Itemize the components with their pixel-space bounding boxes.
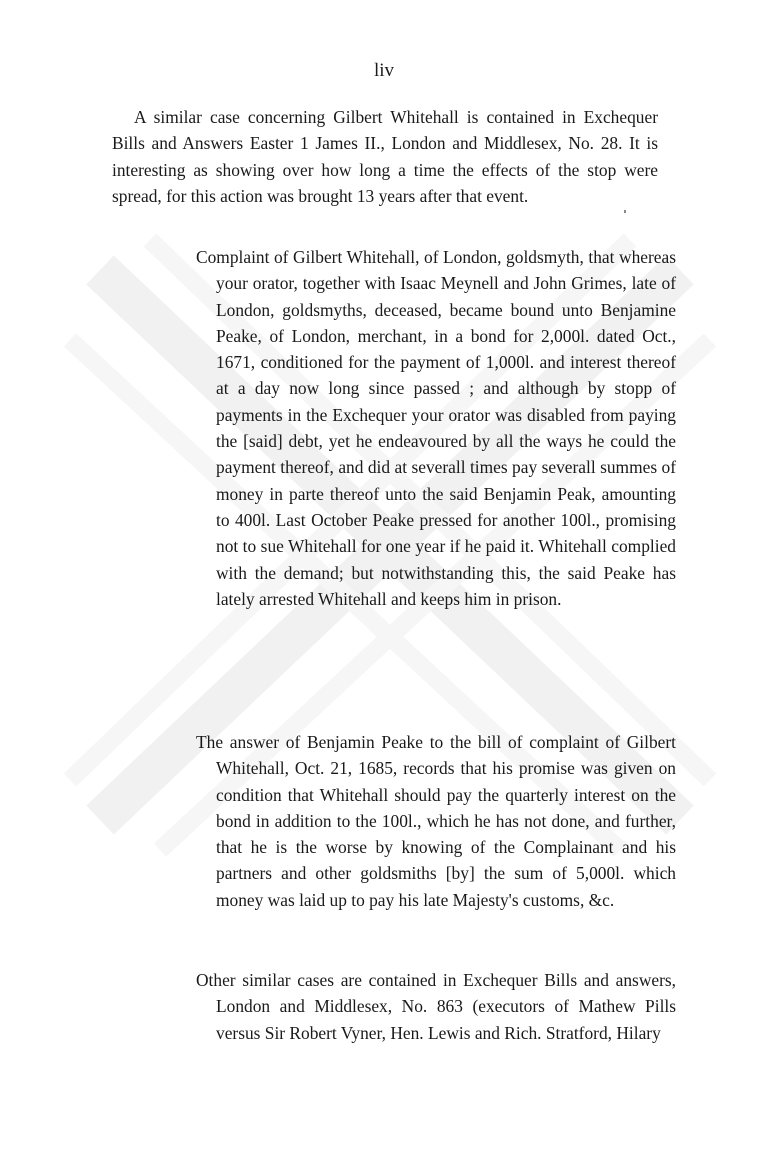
other-cases-paragraph: Other similar cases are contained in Exchequer Bills and answers, London and Middlesex, No. 863 (executors of Mathew Pills versus Sir Robert Vyner, Hen. Lewis and Rich. Stratford, Hilary [196, 970, 676, 1043]
complaint-paragraph: Complaint of Gilbert Whitehall, of London, goldsmyth, that whereas your orator, together with Isaac Meynell and John Grimes, late of London, goldsmyths, deceased, became bound unto Benjamine Peake, of London, merchant, in a bond for 2,000l. dated Oct., 1671, conditioned for the payment of 1,000l. and interest thereof at a day now long since passed ; and although by stopp of payments in the Exchequer your orator was disabled from paying the [said] debt, yet he endeavoured by all the ways he could the payment thereof, and did at severall times pay severall summes of money in parte thereof unto the said Benjamin Peak, amounting to 400l. Last October Peake pressed for another 100l., promising not to sue Whitehall for one year if he paid it. Whitehall complied with the demand; but notwithstanding this, the said Peake has lately arrested Whitehall and keeps him in prison. [196, 247, 676, 609]
ink-speck [624, 210, 626, 213]
answer-paragraph: The answer of Benjamin Peake to the bill of complaint of Gilbert Whitehall, Oct. 21, 1685, records that his promise was given on condition that Whitehall should pay the quarterly interest on the bond in addition to the 100l., which he has not done, and further, that he is the worse by knowing of the Complainant and his partners and other goldsmiths [by] the sum of 5,000l. which money was laid up to pay his late Majesty's customs, &c. [196, 732, 676, 910]
intro-paragraph: A similar case concerning Gilbert Whitehall is contained in Exchequer Bills and Answers Easter 1 James II., London and Middlesex, No. 28. It is interesting as showing over how long a time the effects of the stop were spread, for this action was brought 13 years after that event. [112, 107, 658, 206]
page-number: liv [373, 60, 395, 81]
